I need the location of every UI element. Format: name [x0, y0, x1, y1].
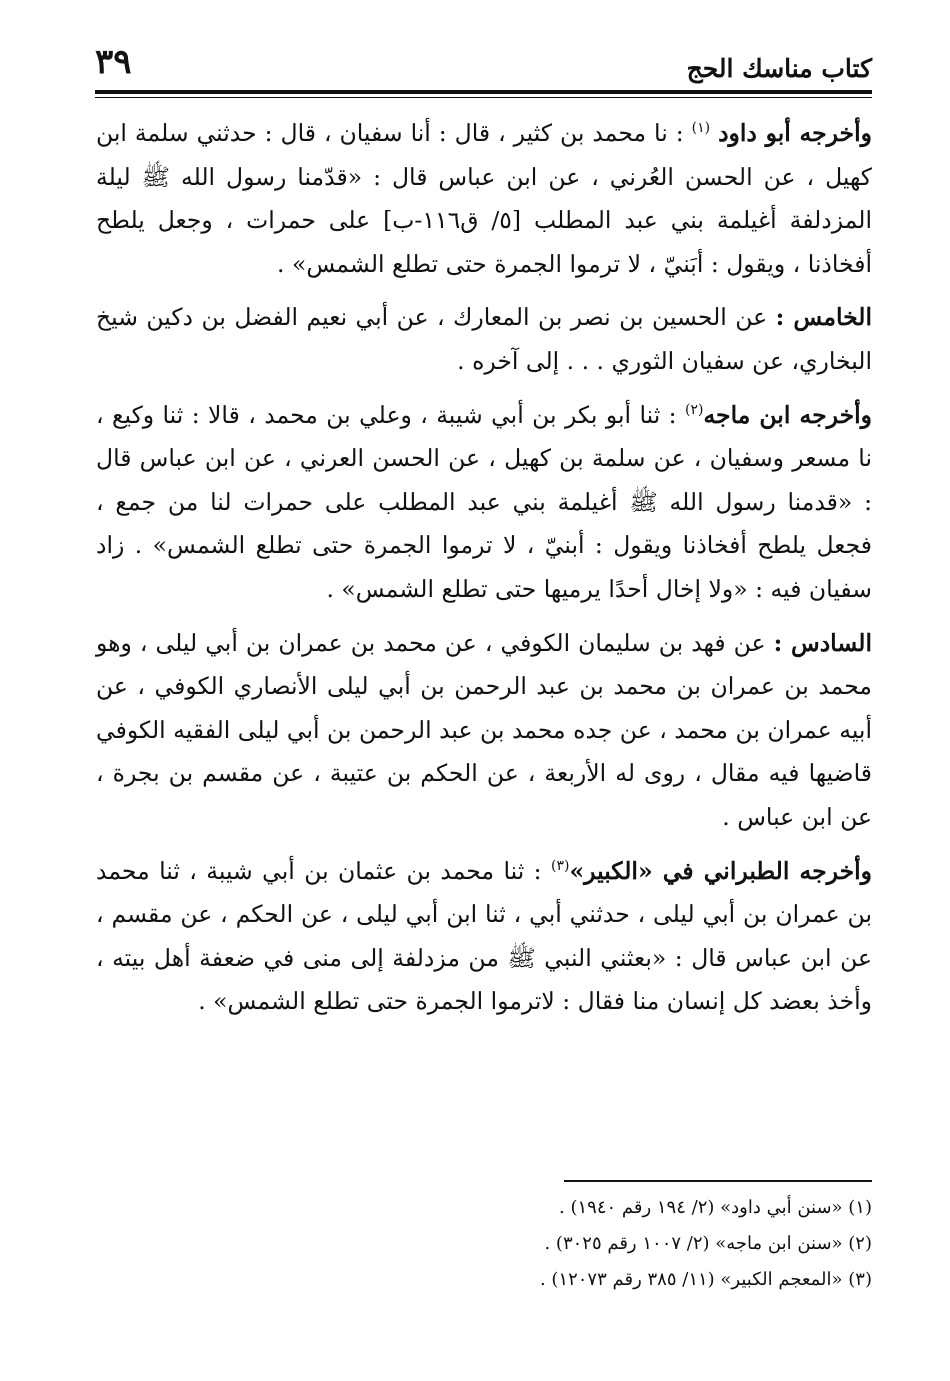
paragraph-lead: وأخرجه أبو داود — [718, 119, 872, 147]
footnote-1: (١) «سنن أبي داود» (٢/ ١٩٤ رقم ١٩٤٠) . — [559, 1197, 872, 1218]
footnote-separator — [564, 1180, 872, 1182]
footnote-ref: (١) — [691, 120, 711, 137]
paragraph — [96, 850, 872, 1024]
footnote-ref: (٢) — [684, 401, 704, 418]
running-title: كتاب مناسك الحج — [686, 54, 872, 83]
paragraph-lead: وأخرجه الطبراني في «الكبير» — [569, 856, 872, 885]
running-header — [95, 40, 872, 90]
footnote-3: (٣) «المعجم الكبير» (١١/ ٣٨٥ رقم ١٢٠٧٣) . — [539, 1269, 872, 1290]
paragraph-text: عن فهد بن سليمان الكوفي ، عن محمد بن عمران بن أبي ليلى ، وهو محمد بن عمران بن محمد بن عبد الرحمن بن أبي ليلى الأنصاري الكوفي ، عن أبيه عمران بن محمد ، عن جده محمد بن عبد الرحمن بن أبي ليلى الفقيه الكوفي قاضيها فيه مقال ، روى له الأربعة ، عن الحكم بن عتيبة ، عن مقسم بن بجرة ، عن ابن عباس . — [96, 628, 872, 831]
footnotes — [300, 1190, 872, 1298]
paragraph-text: : ثنا محمد بن عثمان بن أبي شيبة ، ثنا محمد بن عمران بن أبي ليلى ، حدثني أبي ، ثنا ابن أبي ليلى ، عن الحكم ، عن مقسم ، عن ابن عباس قال : «بعثني النبي ﷺ من مزدلفة إلى منى في ضعفة أهل بيته ، وأخذ بعضد كل إنسان منا فقال : لاترموا الجمرة حتى تطلع الشمس» . — [96, 856, 872, 1016]
paragraph-text: : ثنا أبو بكر بن أبي شيبة ، وعلي بن محمد ، قالا : ثنا وكيع ، نا مسعر وسفيان ، عن سلمة بن كهيل ، عن الحسن العرني ، عن ابن عباس قال : «قدمنا رسول الله ﷺ أغيلمة بني عبد المطلب على حمرات لنا من جمع ، فجعل يلطح أفخاذنا ويقول : أبنيّ ، لا ترموا الجمرة حتى تطلع الشمس» . زاد سفيان فيه : «ولا إخال أحدًا يرميها حتى تطلع الشمس» . — [96, 400, 872, 603]
paragraph — [96, 112, 872, 286]
paragraph — [96, 296, 872, 383]
paragraph-text: : نا محمد بن كثير ، قال : أنا سفيان ، قال : حدثني سلمة ابن كهيل ، عن الحسن العُرني ، عن ابن عباس قال : «قدّمنا رسول الله ﷺ ليلة المزدلفة أغيلمة بني عبد المطلب [٥/ ق١١٦-ب] على حمرات ، وجعل يلطح أفخاذنا ، ويقول : أبَنيّ ، لا ترموا الجمرة حتى تطلع الشمس» . — [96, 119, 872, 278]
paragraph — [96, 394, 872, 612]
main-text — [96, 112, 872, 1034]
footnote-2: (٢) «سنن ابن ماجه» (٢/ ١٠٠٧ رقم ٣٠٢٥) . — [544, 1233, 872, 1254]
paragraph-lead: السادس : — [773, 628, 872, 657]
header-rule-thin — [95, 97, 872, 98]
header-rule-thick — [95, 90, 872, 94]
paragraph — [96, 622, 872, 840]
paragraph-lead: وأخرجه ابن ماجه — [703, 400, 872, 429]
footnote-ref: (٣) — [550, 857, 570, 874]
paragraph-text: عن الحسين بن نصر بن المعارك ، عن أبي نعيم الفضل بن دكين شيخ البخاري، عن سفيان الثوري . . . إلى آخره . — [96, 303, 872, 375]
paragraph-lead: الخامس : — [775, 303, 872, 332]
page-number: ٣٩ — [95, 42, 132, 82]
